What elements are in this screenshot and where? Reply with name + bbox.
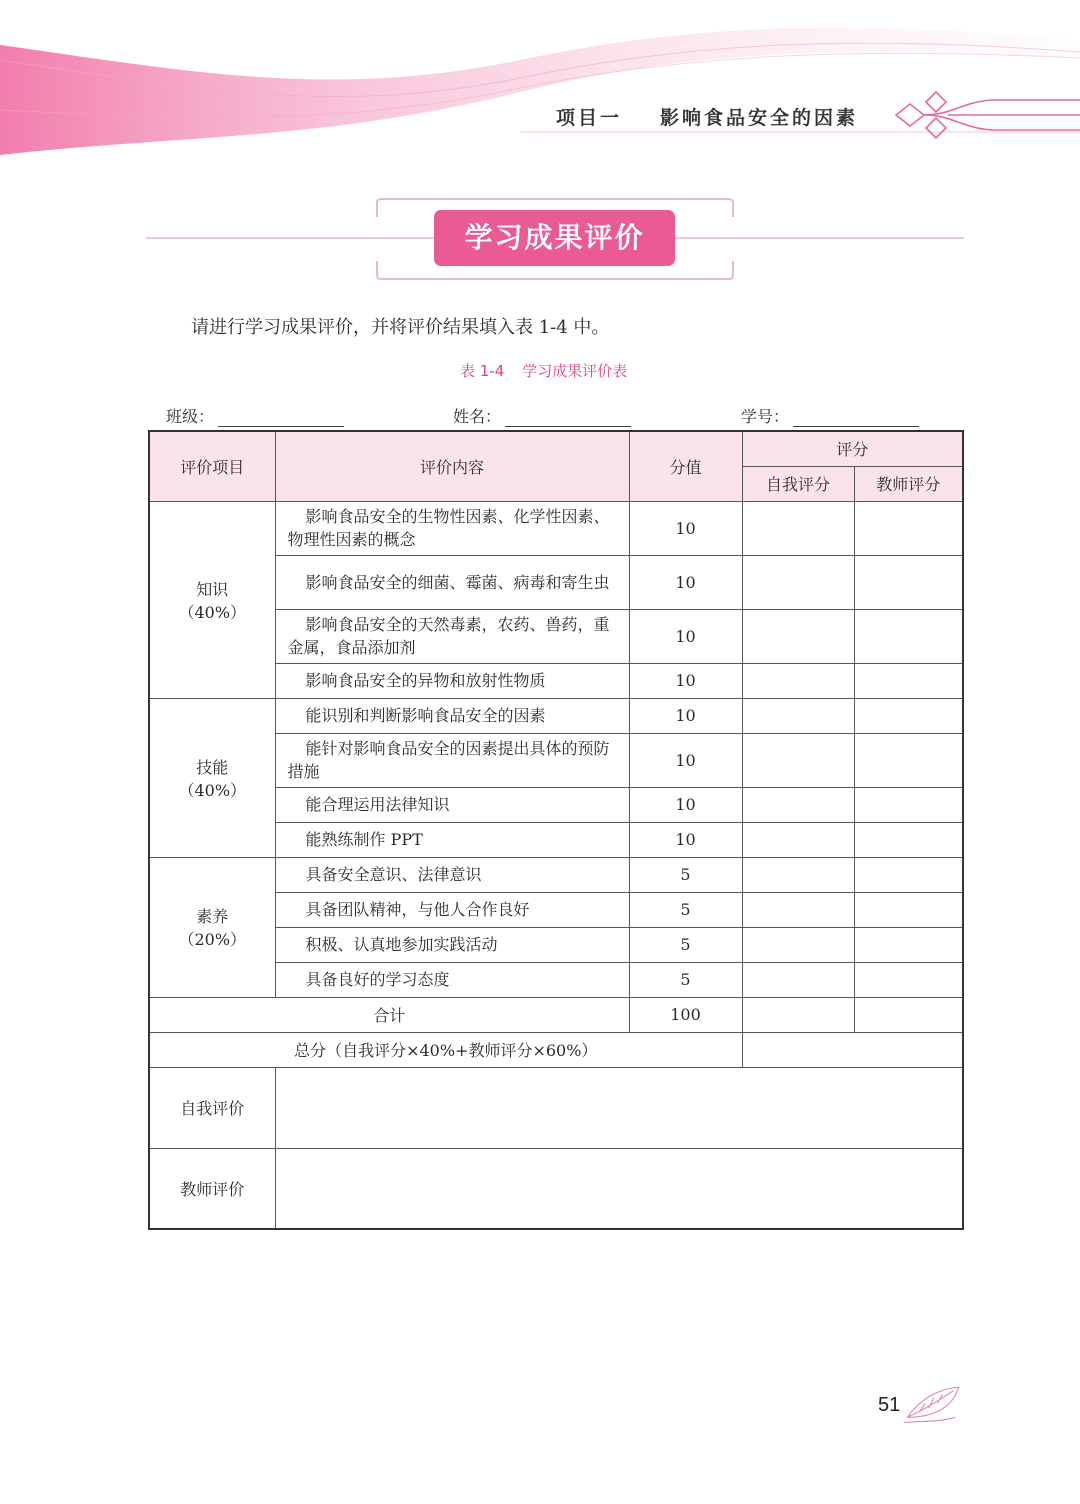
- name-blank: [505, 409, 631, 427]
- row-score: 10: [629, 609, 742, 663]
- row-content: 积极、认真地参加实践活动: [275, 927, 629, 962]
- row-content: 影响食品安全的天然毒素，农药、兽药，重金属，食品添加剂: [275, 609, 629, 663]
- group-weight: （20%）: [178, 930, 247, 949]
- table-row: [149, 501, 963, 555]
- teacher-score-cell[interactable]: [854, 698, 963, 733]
- row-content: 具备良好的学习态度: [275, 962, 629, 997]
- leaf-icon: [902, 1380, 964, 1428]
- total-score-cell[interactable]: [742, 1032, 963, 1067]
- header-teacher-score: 教师评分: [854, 466, 963, 501]
- row-score: 10: [629, 698, 742, 733]
- row-content: 具备团队精神，与他人合作良好: [275, 892, 629, 927]
- teacher-score-cell[interactable]: [854, 609, 963, 663]
- teacher-score-cell[interactable]: [854, 857, 963, 892]
- self-score-cell[interactable]: [742, 822, 854, 857]
- table-row: [149, 698, 963, 733]
- section-title: 学习成果评价: [434, 210, 675, 266]
- teacher-score-cell[interactable]: [854, 892, 963, 927]
- class-field: [166, 404, 344, 427]
- row-score: 10: [629, 822, 742, 857]
- teacher-score-cell[interactable]: [854, 822, 963, 857]
- row-score: 5: [629, 857, 742, 892]
- self-score-cell[interactable]: [742, 892, 854, 927]
- self-eval-label: 自我评价: [149, 1067, 275, 1148]
- class-blank: [218, 409, 344, 427]
- self-score-cell[interactable]: [742, 857, 854, 892]
- teacher-evaluation-row: [149, 1148, 963, 1229]
- row-content: 具备安全意识、法律意识: [275, 857, 629, 892]
- teacher-subtotal-cell[interactable]: [854, 997, 963, 1032]
- total-row: [149, 1032, 963, 1067]
- row-score: 5: [629, 927, 742, 962]
- row-score: 10: [629, 555, 742, 609]
- group-weight: （40%）: [178, 780, 247, 800]
- header-self-score: 自我评分: [742, 466, 854, 501]
- table-caption-title: 学习成果评价表: [522, 362, 628, 380]
- header-item: 评价项目: [149, 431, 275, 501]
- group-knowledge: [149, 501, 275, 698]
- page-number: 51: [878, 1394, 901, 1416]
- teacher-eval-cell[interactable]: [275, 1148, 963, 1229]
- row-content: 能熟练制作 PPT: [275, 822, 629, 857]
- self-score-cell[interactable]: [742, 927, 854, 962]
- row-content: 影响食品安全的异物和放射性物质: [275, 663, 629, 698]
- self-score-cell[interactable]: [742, 555, 854, 609]
- self-score-cell[interactable]: [742, 609, 854, 663]
- group-name: 素养: [196, 907, 229, 926]
- teacher-score-cell[interactable]: [854, 962, 963, 997]
- subtotal-row: [149, 997, 963, 1032]
- name-label: 姓名：: [453, 407, 502, 426]
- subtotal-value: 100: [629, 997, 742, 1032]
- teacher-score-cell[interactable]: [854, 733, 963, 787]
- header-content: 评价内容: [275, 431, 629, 501]
- row-score: 10: [629, 663, 742, 698]
- project-title: 影响食品安全的因素: [660, 107, 859, 129]
- self-score-cell[interactable]: [742, 733, 854, 787]
- group-skills: [149, 698, 275, 857]
- row-content: 能识别和判断影响食品安全的因素: [275, 698, 629, 733]
- self-evaluation-row: [149, 1067, 963, 1148]
- class-label: 班级：: [166, 407, 215, 426]
- name-field: [453, 404, 631, 427]
- total-label: 总分（自我评分×40%+教师评分×60%）: [149, 1032, 742, 1067]
- self-eval-cell[interactable]: [275, 1067, 963, 1148]
- row-content: 能针对影响食品安全的因素提出具体的预防措施: [275, 733, 629, 787]
- group-name: 技能: [196, 757, 229, 777]
- header-rating: 评分: [742, 431, 963, 466]
- row-content: 影响食品安全的生物性因素、化学性因素、物理性因素的概念: [275, 501, 629, 555]
- subtotal-label: 合计: [149, 997, 629, 1032]
- instruction-text: 请进行学习成果评价，并将评价结果填入表 1-4 中。: [191, 317, 610, 338]
- self-score-cell[interactable]: [742, 698, 854, 733]
- teacher-eval-label: 教师评价: [149, 1148, 275, 1229]
- header-ornament-icon: [892, 82, 1080, 148]
- teacher-score-cell[interactable]: [854, 501, 963, 555]
- self-score-cell[interactable]: [742, 663, 854, 698]
- teacher-score-cell[interactable]: [854, 787, 963, 822]
- self-subtotal-cell[interactable]: [742, 997, 854, 1032]
- self-score-cell[interactable]: [742, 787, 854, 822]
- group-name: 知识: [196, 579, 229, 599]
- teacher-score-cell[interactable]: [854, 555, 963, 609]
- student-id-field: [741, 404, 919, 427]
- student-id-label: 学号：: [741, 407, 790, 426]
- self-score-cell[interactable]: [742, 501, 854, 555]
- evaluation-table: [148, 430, 964, 1230]
- table-caption: [460, 360, 627, 381]
- row-content: 影响食品安全的细菌、霉菌、病毒和寄生虫: [275, 555, 629, 609]
- teacher-score-cell[interactable]: [854, 663, 963, 698]
- teacher-score-cell[interactable]: [854, 927, 963, 962]
- group-weight: （40%）: [178, 602, 247, 622]
- table-caption-number: 表 1-4: [460, 362, 505, 380]
- row-content: 能合理运用法律知识: [275, 787, 629, 822]
- header-score-value: 分值: [629, 431, 742, 501]
- row-score: 10: [629, 733, 742, 787]
- group-literacy: [149, 857, 275, 997]
- running-head: [556, 103, 886, 130]
- row-score: 5: [629, 962, 742, 997]
- row-score: 10: [629, 501, 742, 555]
- self-score-cell[interactable]: [742, 962, 854, 997]
- row-score: 5: [629, 892, 742, 927]
- project-label: 项目一: [556, 107, 623, 129]
- table-row: [149, 857, 963, 892]
- row-score: 10: [629, 787, 742, 822]
- student-id-blank: [793, 409, 919, 427]
